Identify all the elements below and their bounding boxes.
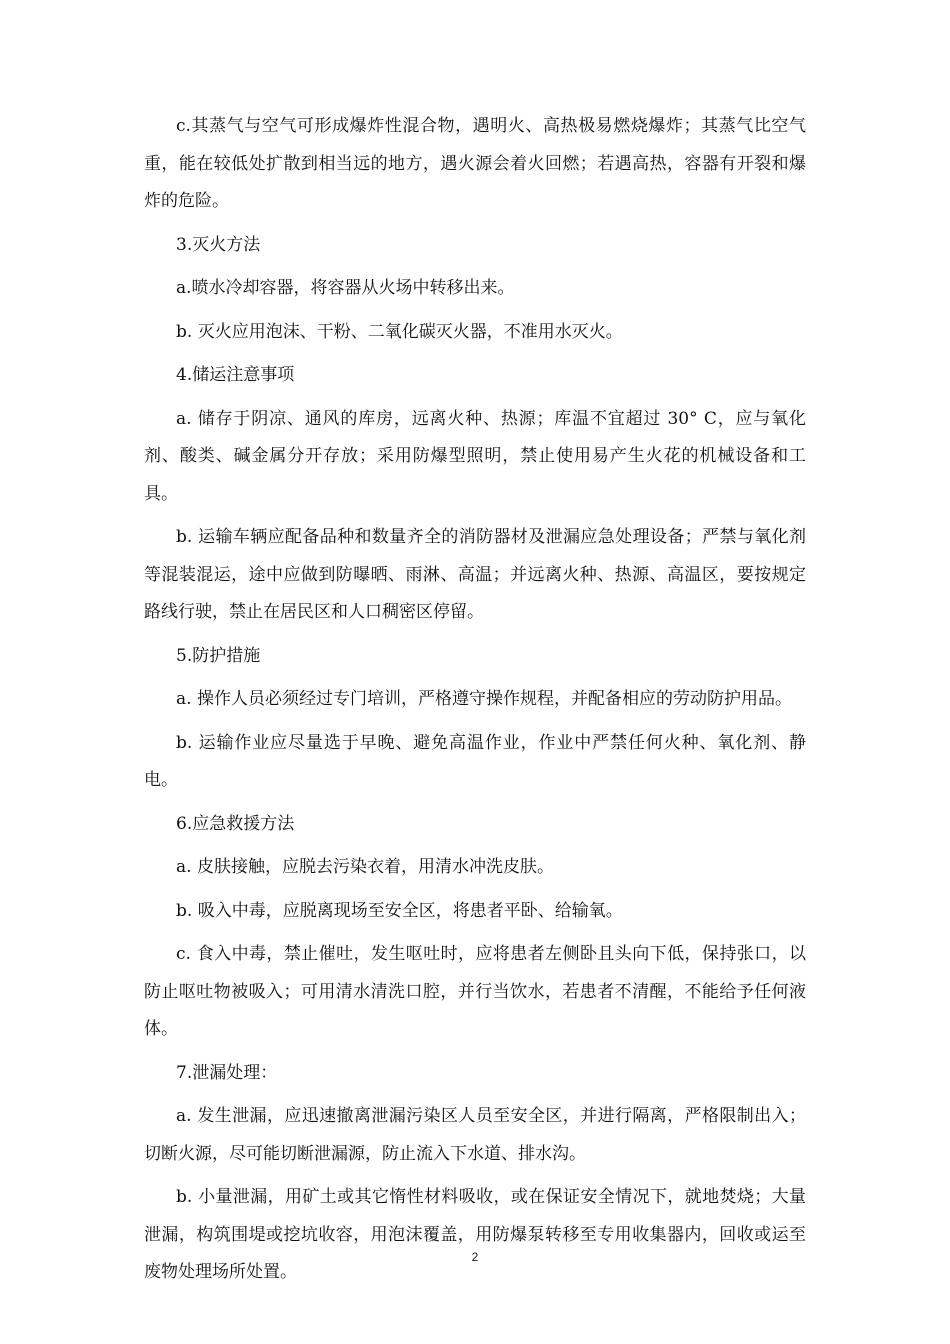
paragraph-skin-contact: a. 皮肤接触，应脱去污染衣着，用清水冲洗皮肤。	[176, 857, 554, 877]
page-number: 2	[471, 1250, 479, 1264]
paragraph-leak-a: a. 发生泄漏，应迅速撤离泄漏污染区人员至安全区，并进行隔离，严格限制出入；切断火源，尽可能切断泄漏源，防止流入下水道、排水沟。	[144, 1106, 806, 1164]
section-heading-emergency-rescue: 6.应急救援方法	[176, 813, 295, 834]
paragraph-inhalation: b. 吸入中毒，应脱离现场至安全区，将患者平卧、给输氧。	[176, 900, 623, 921]
paragraph-transport-b: b. 运输车辆应配备品种和数量齐全的消防器材及泄漏应急处理设备；严禁与氧化剂等混装混运，途中应做到防曝晒、雨淋、高温；并远离火种、热源、高温区，要按规定路线行驶，禁止在居民区和人口稠密区停留。	[144, 527, 806, 622]
section-heading-leak-handling: 7.泄漏处理：	[176, 1062, 278, 1083]
paragraph-fire-fighting-a: a.喷水冷却容器，将容器从火场中转移出来。	[176, 278, 515, 298]
section-heading-storage-transport: 4.储运注意事项	[176, 365, 295, 385]
paragraph-ingestion: c. 食入中毒，禁止催吐，发生呕吐时，应将患者左侧卧且头向下低，保持张口，以防止呕吐物被吸入；可用清水清洗口腔，并行当饮水，若患者不清醒，不能给予任何液体。	[144, 944, 806, 1039]
section-heading-protection: 5.防护措施	[176, 645, 261, 666]
paragraph-leak-b: b. 小量泄漏，用矿土或其它惰性材料吸收，或在保证安全情况下，就地焚烧；大量泄漏，构筑围堤或挖坑收容，用泡沫覆盖，用防爆泵转移至专用收集器内，回收或运至废物处理场所处置。	[144, 1187, 806, 1282]
paragraph-fire-fighting-b: b. 灭火应用泡沫、干粉、二氧化碳灭火器，不准用水灭火。	[176, 321, 623, 342]
document-body	[144, 108, 806, 1298]
paragraph-storage-a: a. 储存于阴凉、通风的库房，远离火种、热源；库温不宜超过 30° C，应与氧化剂、酸类、碱金属分开存放；采用防爆型照明，禁止使用易产生火花的机械设备和工具。	[144, 408, 806, 504]
paragraph-protection-b: b. 运输作业应尽量选于早晚、避免高温作业，作业中严禁任何火种、氧化剂、静电。	[144, 732, 806, 790]
paragraph-protection-a: a. 操作人员必须经过专门培训，严格遵守操作规程，并配备相应的劳动防护用品。	[176, 689, 792, 709]
paragraph-vapor-hazard: c.其蒸气与空气可形成爆炸性混合物，遇明火、高热极易燃烧爆炸；其蒸气比空气重，能在较低处扩散到相当远的地方，遇火源会着火回燃；若遇高热，容器有开裂和爆炸的危险。	[144, 116, 806, 211]
section-heading-fire-fighting: 3.灭火方法	[176, 234, 261, 255]
